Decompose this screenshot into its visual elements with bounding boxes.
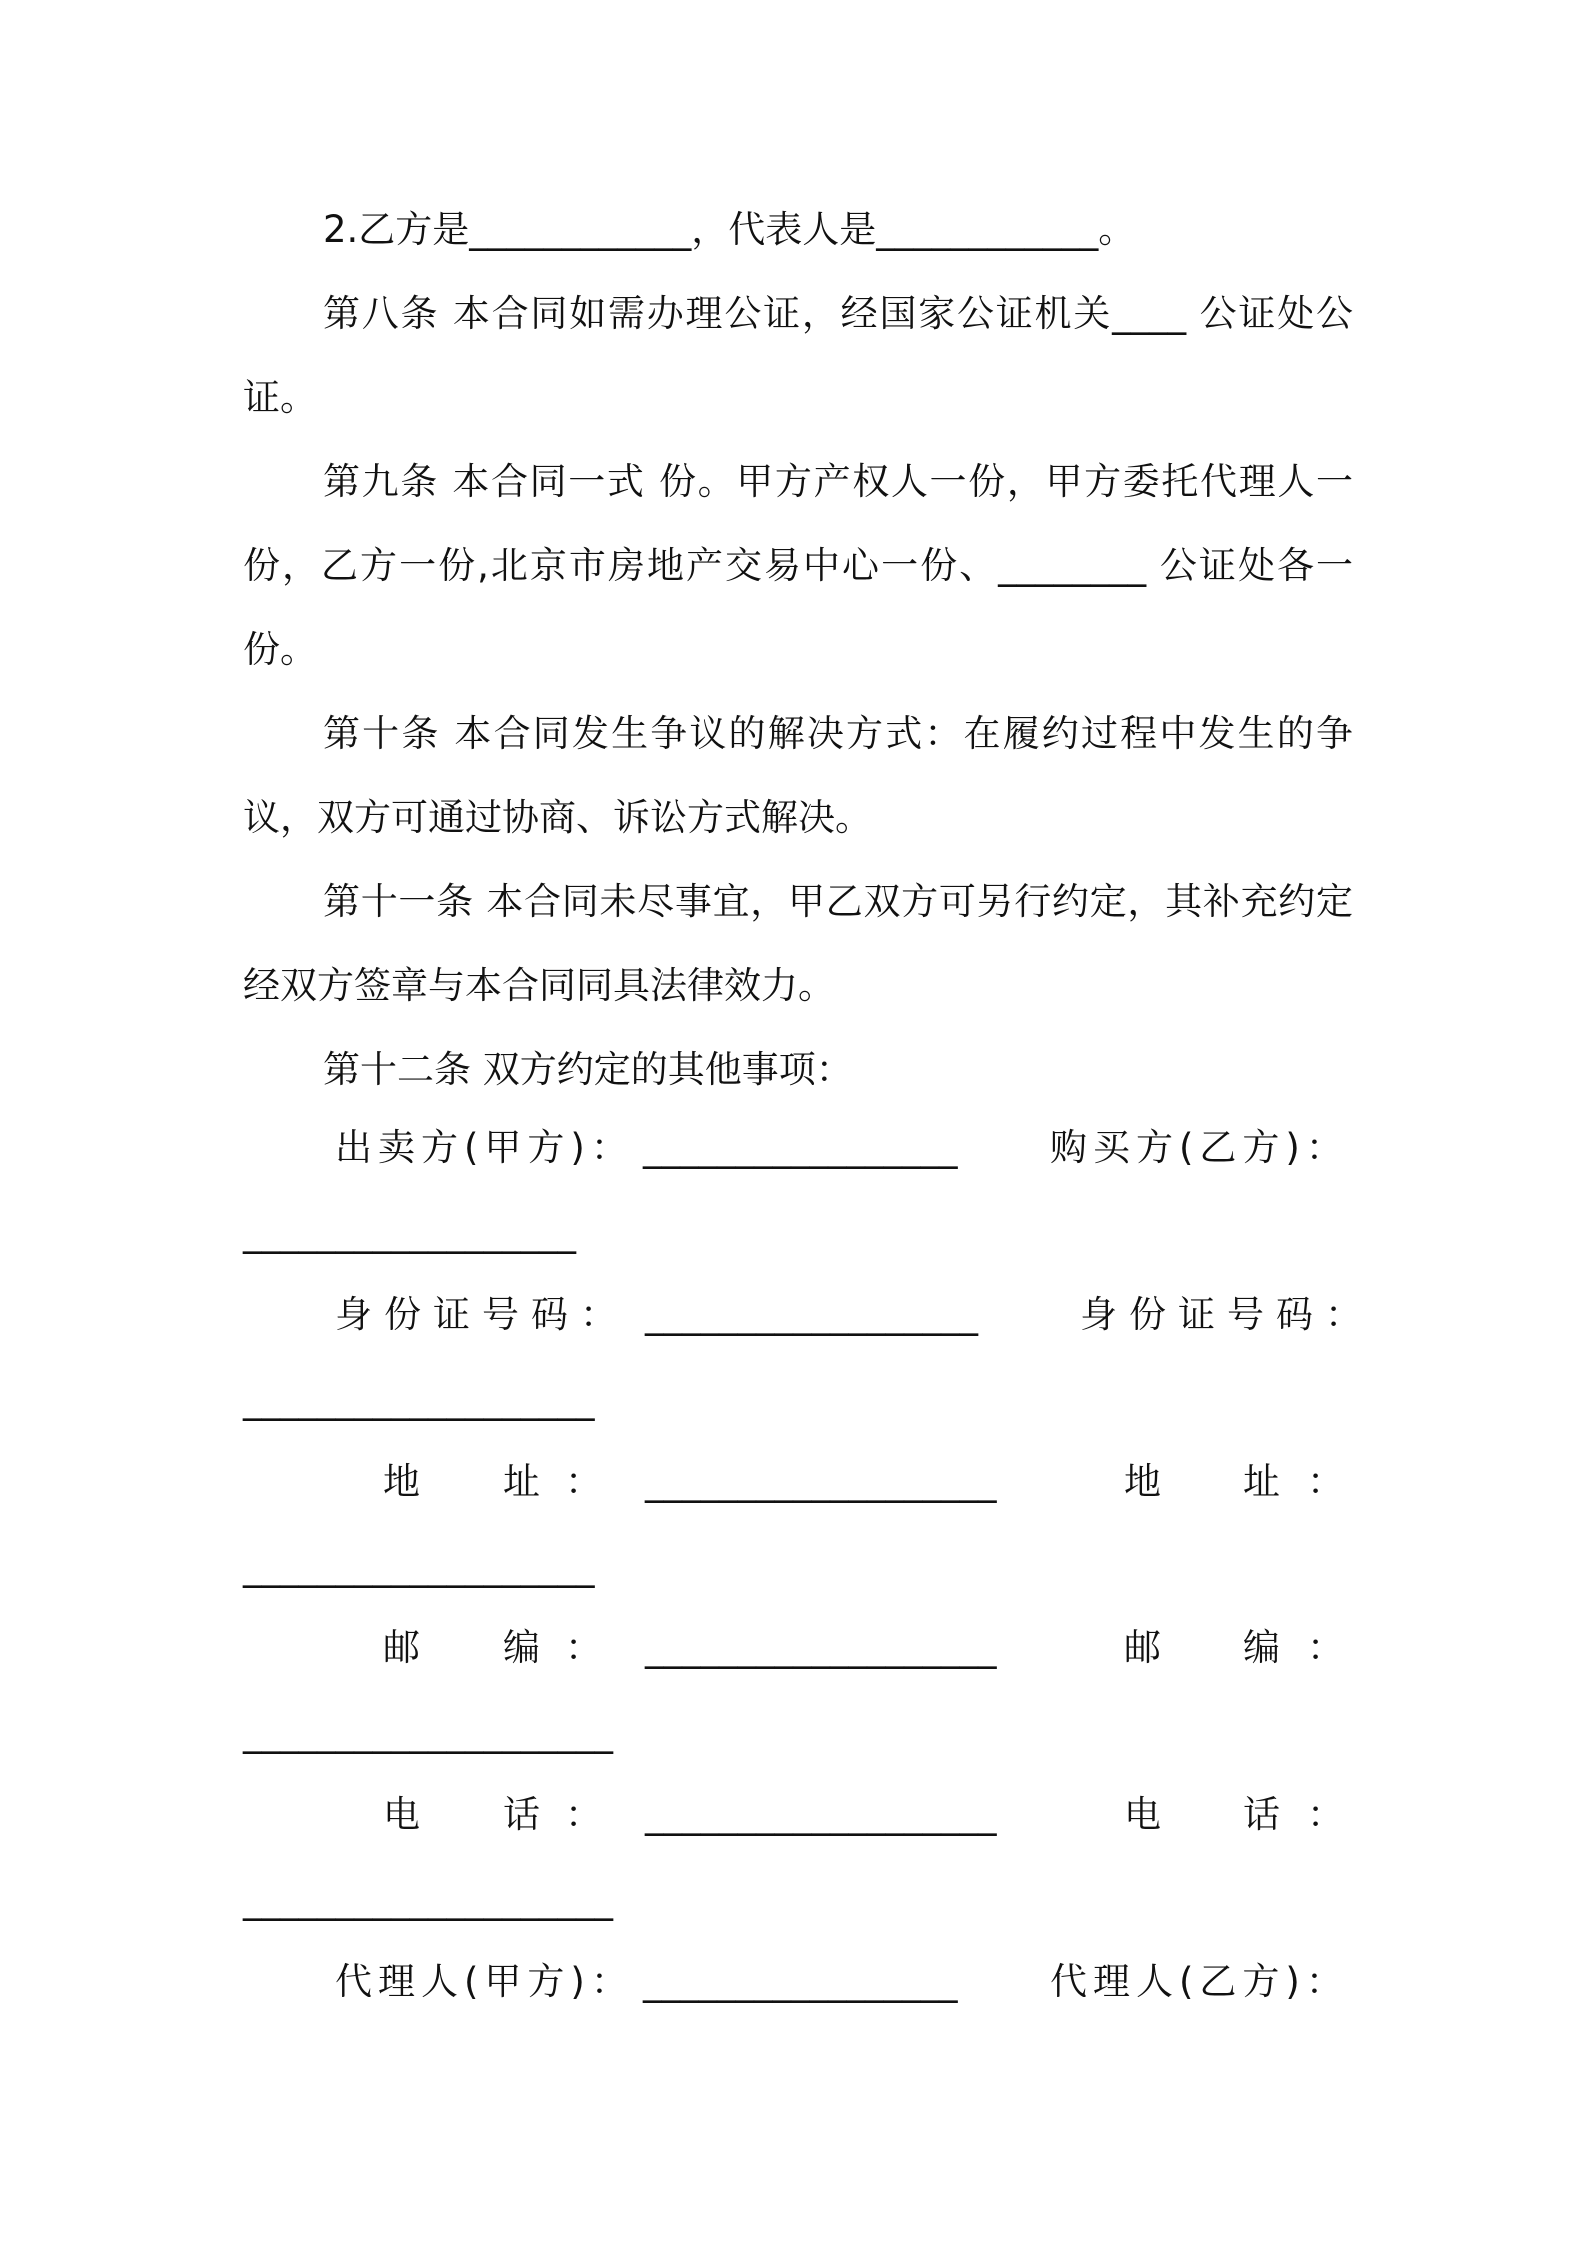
id-label-seller: 身份证号码： (335, 1293, 629, 1336)
buyer-blank[interactable]: __________________ (243, 1211, 576, 1254)
address-label-buyer-1: 地 (1124, 1460, 1161, 1503)
zip-label-buyer-2: 编 (1243, 1626, 1280, 1669)
buyer-label: 购买方(乙方)： (1050, 1126, 1349, 1169)
phone-label-seller-1: 电 (383, 1793, 420, 1836)
zip-blank-buyer[interactable]: ____________________ (243, 1711, 613, 1754)
contract-body (243, 188, 1353, 1112)
clause-11: 第十一条 本合同未尽事宜，甲乙双方可另行约定，其补充约定经双方签章与本合同同具法律效力。 (243, 880, 1353, 1007)
id-blank-seller[interactable]: __________________ (645, 1293, 978, 1336)
phone-blank-buyer[interactable]: ____________________ (243, 1878, 613, 1921)
id-label-buyer: 身份证号码： (1080, 1293, 1374, 1336)
agent-seller-blank[interactable]: _________________ (643, 1960, 958, 2003)
phone-blank-seller[interactable]: ___________________ (645, 1793, 997, 1836)
seller-label: 出卖方(甲方)： (335, 1126, 634, 1169)
agent-seller-label: 代理人(甲方)： (335, 1960, 634, 2003)
zip-colon-buyer: ： (1307, 1626, 1344, 1669)
clause-8: 第八条 本合同如需办理公证，经国家公证机关____ 公证处公证。 (243, 292, 1353, 419)
phone-label-buyer-1: 电 (1124, 1793, 1161, 1836)
zip-label-seller-2: 编 (503, 1626, 540, 1669)
zip-colon-seller: ： (565, 1626, 602, 1669)
phone-label-buyer-2: 话 (1243, 1793, 1280, 1836)
address-blank-seller[interactable]: ___________________ (645, 1460, 997, 1503)
seller-blank[interactable]: _________________ (643, 1126, 958, 1169)
address-label-seller-1: 地 (383, 1460, 420, 1503)
address-colon-seller: ： (565, 1460, 602, 1503)
address-label-seller-2: 址 (503, 1460, 540, 1503)
zip-label-buyer-1: 邮 (1124, 1626, 1161, 1669)
zip-blank-seller[interactable]: ___________________ (645, 1626, 997, 1669)
phone-label-seller-2: 话 (503, 1793, 540, 1836)
phone-colon-buyer: ： (1307, 1793, 1344, 1836)
address-colon-buyer: ： (1307, 1460, 1344, 1503)
clause-12: 第十二条 双方约定的其他事项： (323, 1048, 853, 1091)
address-label-buyer-2: 址 (1243, 1460, 1280, 1503)
address-blank-buyer[interactable]: ___________________ (243, 1545, 595, 1588)
clause-9: 第九条 本合同一式 份。甲方产权人一份，甲方委托代理人一份，乙方一份,北京市房地产交易中心一份、________ 公证处各一份。 (243, 460, 1353, 671)
clause-party-b: 2.乙方是____________，代表人是____________。 (323, 208, 1136, 251)
clause-10: 第十条 本合同发生争议的解决方式：在履约过程中发生的争议，双方可通过协商、诉讼方式解决。 (243, 712, 1353, 839)
agent-buyer-label: 代理人(乙方)： (1050, 1960, 1349, 2003)
id-blank-buyer[interactable]: ___________________ (243, 1378, 595, 1421)
phone-colon-seller: ： (565, 1793, 602, 1836)
zip-label-seller-1: 邮 (383, 1626, 420, 1669)
